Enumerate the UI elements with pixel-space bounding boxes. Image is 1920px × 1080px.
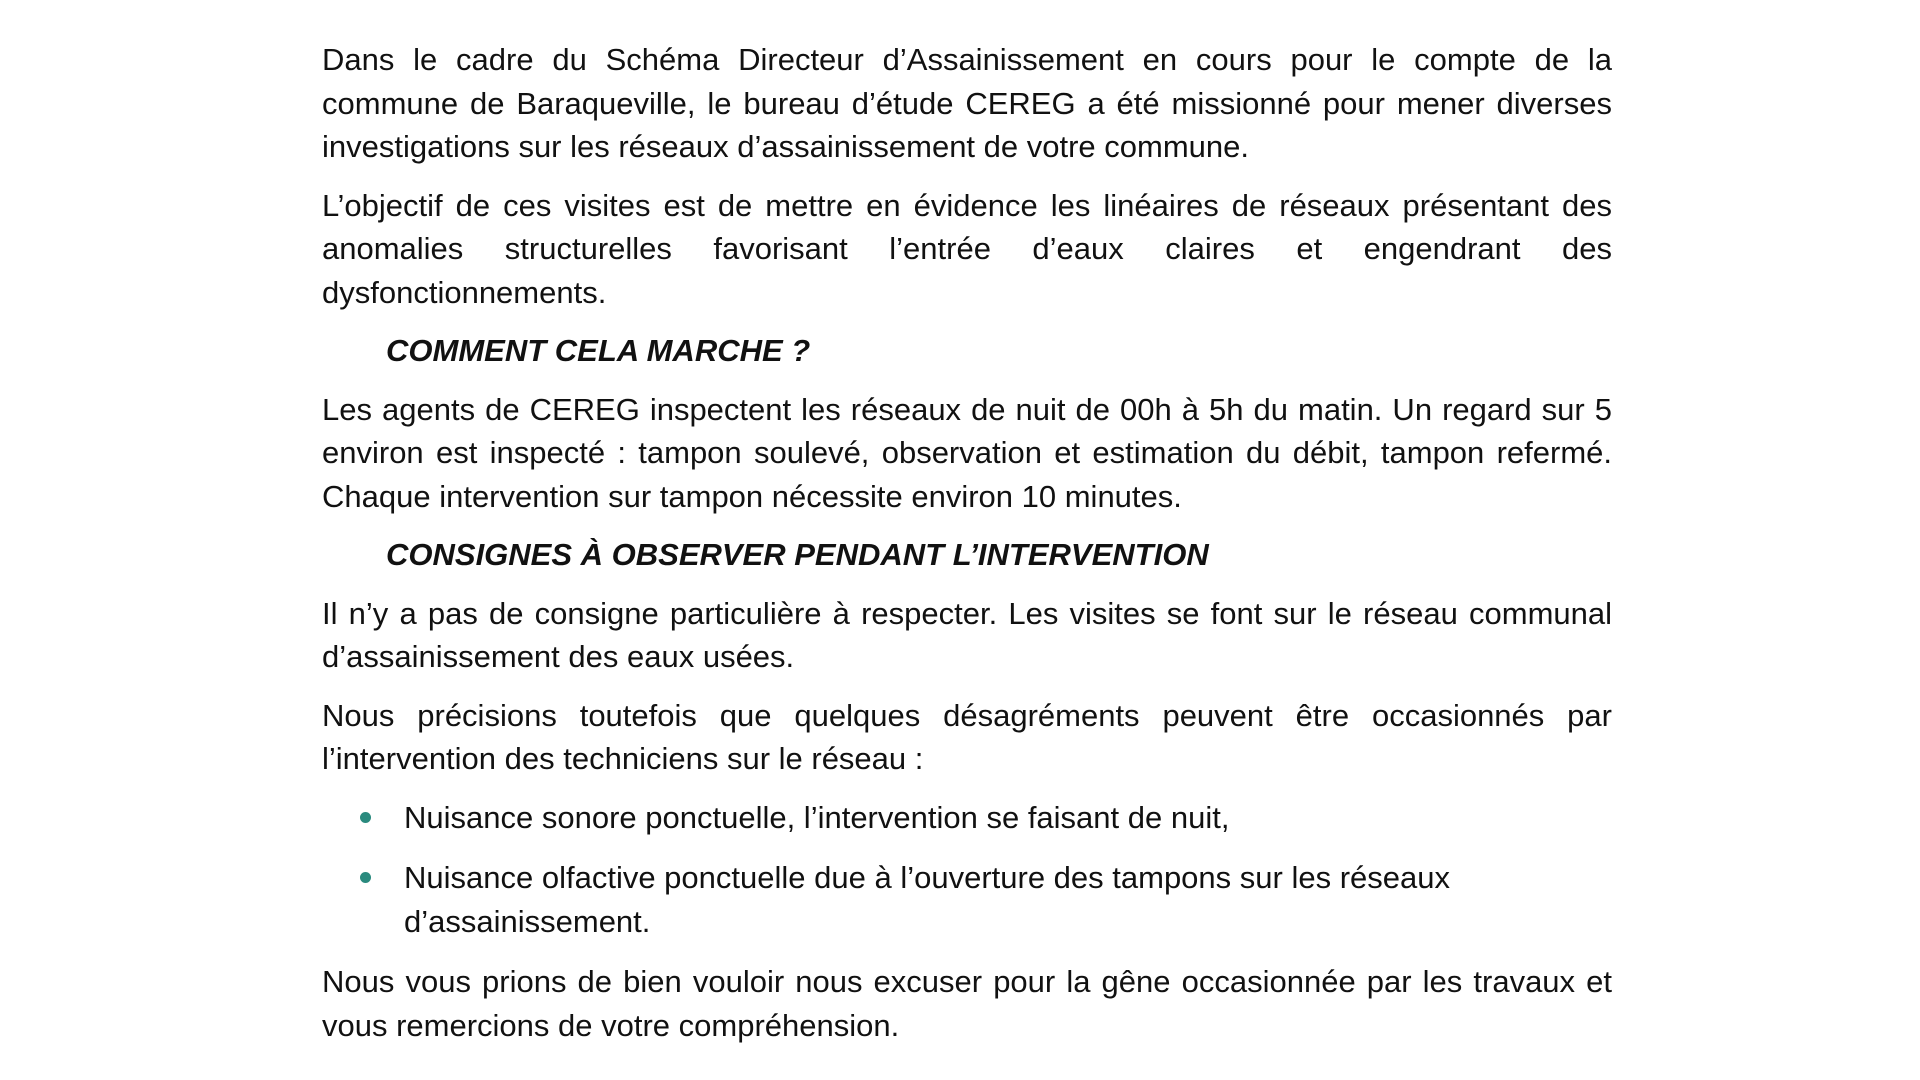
bullet-dot-icon — [360, 872, 371, 883]
intro-paragraph-2: L’objectif de ces visites est de mettre en évidence les linéaires de réseaux présentant des anomalies structurelles favorisant l’entrée d’eaux claires et engendrant des dysfonctionnements. — [322, 187, 1612, 310]
instructions-paragraph-2: Nous précisions toutefois que quelques désagréments peuvent être occasionnés par l’intervention des techniciens sur le réseau : — [322, 697, 1612, 776]
instructions-paragraph-1: Il n’y a pas de consigne particulière à respecter. Les visites se font sur le réseau communal d’assainissement des eaux usées. — [322, 595, 1612, 674]
nuisance-list — [322, 796, 1612, 944]
bullet-dot-icon — [360, 812, 371, 823]
closing-paragraph: Nous vous prions de bien vouloir nous excuser pour la gêne occasionnée par les travaux et vous remercions de votre compréhension. — [322, 964, 1612, 1043]
list-item-text: Nuisance olfactive ponctuelle due à l’ouverture des tampons sur les réseaux d’assainissement. — [404, 860, 1450, 939]
document-body — [322, 38, 1612, 1062]
list-item-text: Nuisance sonore ponctuelle, l’intervention se faisant de nuit, — [404, 799, 1230, 835]
intro-paragraph-1: Dans le cadre du Schéma Directeur d’Assainissement en cours pour le compte de la commune de Baraqueville, le bureau d’étude CEREG a été missionné pour mener diverses investigations sur les réseaux d’assainissement de votre commune. — [322, 42, 1612, 164]
section-heading-how-it-works: COMMENT CELA MARCHE ? — [386, 333, 811, 368]
list-item — [322, 796, 1612, 840]
section-heading-instructions: CONSIGNES À OBSERVER PENDANT L’INTERVENTION — [386, 537, 1209, 572]
how-it-works-paragraph: Les agents de CEREG inspectent les réseaux de nuit de 00h à 5h du matin. Un regard sur 5 environ est inspecté : tampon soulevé, observation et estimation du débit, tampon refermé. Chaque intervention sur tampon nécessite environ 10 minutes. — [322, 391, 1612, 514]
list-item — [322, 856, 1612, 943]
